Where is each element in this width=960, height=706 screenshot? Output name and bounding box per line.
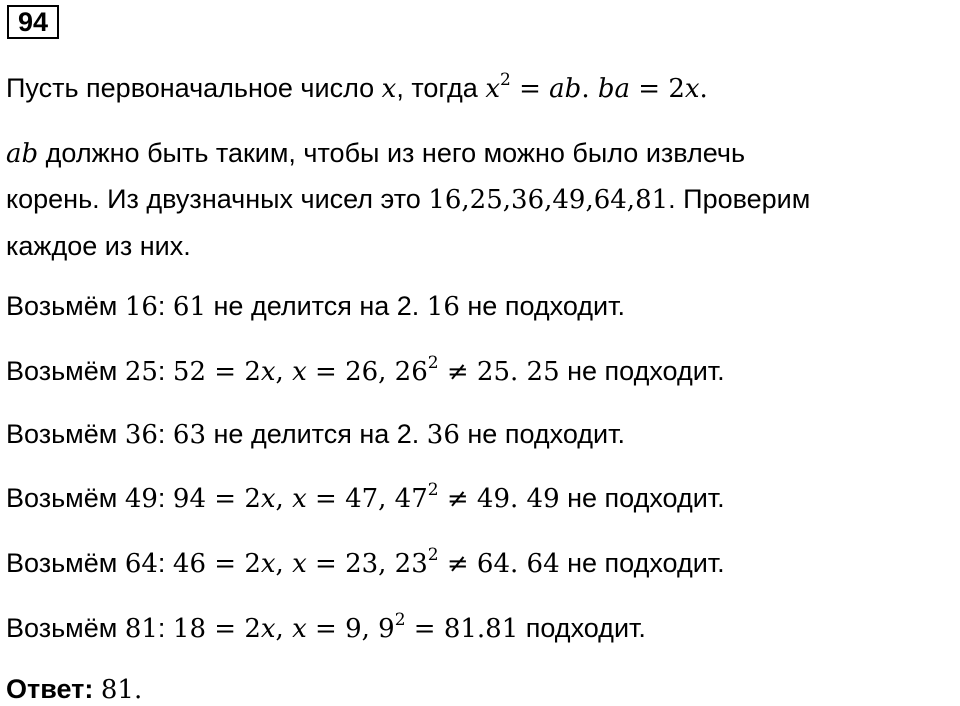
variable-x: x bbox=[292, 549, 307, 579]
equation-part: 94 = 2 bbox=[172, 484, 261, 514]
text: . Проверим bbox=[668, 184, 811, 214]
text: : bbox=[157, 291, 173, 321]
reasoning-line bbox=[6, 230, 191, 262]
text: корень. Из двузначных чисел это bbox=[6, 184, 429, 214]
text: должно быть таким, чтобы из него можно было извлечь bbox=[38, 138, 746, 168]
number: 36 bbox=[426, 420, 460, 450]
check-line-36 bbox=[6, 418, 625, 451]
text: не делится на 2. bbox=[206, 291, 427, 321]
candidate-numbers: 16,25,36,49,64,81 bbox=[428, 185, 669, 215]
text: : bbox=[157, 419, 173, 449]
check-line-81 bbox=[6, 612, 646, 645]
period: . bbox=[581, 74, 598, 104]
answer-line bbox=[6, 673, 142, 706]
text: Возьмём bbox=[6, 548, 125, 578]
variable-x: x bbox=[381, 74, 397, 104]
answer-label: Ответ: bbox=[6, 674, 94, 704]
variable-x: x bbox=[260, 484, 276, 514]
equation-part: 46 = 2 bbox=[172, 549, 261, 579]
check-line-49 bbox=[6, 482, 725, 515]
equation-part: = 26, 26 bbox=[306, 357, 428, 387]
text: не подходит. bbox=[559, 356, 725, 386]
text: Возьмём bbox=[6, 483, 125, 513]
comma: , bbox=[275, 614, 293, 644]
equation-part: ≠ 25. 25 bbox=[438, 357, 560, 387]
comma: , bbox=[275, 484, 293, 514]
statement-line bbox=[6, 72, 708, 105]
exponent: 2 bbox=[427, 480, 439, 500]
number: 36 bbox=[124, 420, 158, 450]
period: . bbox=[133, 675, 143, 705]
exponent: 2 bbox=[427, 545, 439, 565]
text: : bbox=[157, 483, 173, 513]
number: 64 bbox=[124, 549, 158, 579]
number: 16 bbox=[124, 292, 158, 322]
equation-part: = 9, 9 bbox=[306, 614, 395, 644]
variable-x: x bbox=[260, 357, 276, 387]
text: Возьмём bbox=[6, 613, 125, 643]
variable-x: x bbox=[260, 549, 276, 579]
exponent: 2 bbox=[500, 70, 511, 90]
number: 25 bbox=[124, 357, 158, 387]
text: каждое из них. bbox=[6, 231, 191, 261]
text: : bbox=[157, 613, 173, 643]
text: Возьмём bbox=[6, 419, 125, 449]
number: 81 bbox=[124, 614, 158, 644]
period: . bbox=[699, 74, 708, 104]
variable-x: x bbox=[292, 484, 307, 514]
equation-part: ≠ 64. 64 bbox=[438, 549, 560, 579]
variable-x: x bbox=[260, 614, 276, 644]
text: : bbox=[157, 548, 173, 578]
equation-part: 18 = 2 bbox=[172, 614, 261, 644]
variable-x: x bbox=[292, 614, 307, 644]
exponent: 2 bbox=[394, 610, 406, 630]
text: не подходит. bbox=[559, 548, 725, 578]
variable-ba: ba bbox=[597, 74, 630, 104]
number: 63 bbox=[172, 420, 207, 450]
problem-number-box: 94 bbox=[7, 5, 59, 39]
variable-ab: ab bbox=[549, 74, 582, 104]
equation-part: = 2 bbox=[630, 74, 685, 104]
equation-part: = 23, 23 bbox=[306, 549, 428, 579]
equation-part: = 81.81 bbox=[405, 614, 519, 644]
text: не подходит. bbox=[459, 419, 625, 449]
number: 49 bbox=[124, 484, 158, 514]
text: не делится на 2. bbox=[206, 419, 427, 449]
text: Пусть первоначальное число bbox=[6, 73, 382, 103]
reasoning-line bbox=[6, 137, 745, 170]
check-line-16 bbox=[6, 290, 625, 323]
equation-part: ≠ 49. 49 bbox=[438, 484, 560, 514]
variable-ab: ab bbox=[6, 139, 39, 169]
variable-x: x bbox=[684, 74, 700, 104]
equation-part: = 47, 47 bbox=[306, 484, 428, 514]
text: подходит. bbox=[518, 613, 646, 643]
text: : bbox=[157, 356, 173, 386]
text: не подходит. bbox=[559, 483, 725, 513]
answer-value: 81 bbox=[100, 675, 134, 705]
exponent: 2 bbox=[427, 353, 439, 373]
variable-x: x bbox=[292, 357, 307, 387]
comma: , bbox=[275, 549, 293, 579]
check-line-25 bbox=[6, 355, 725, 388]
text: Возьмём bbox=[6, 356, 125, 386]
number: 16 bbox=[426, 292, 460, 322]
text: не подходит. bbox=[459, 291, 625, 321]
comma: , bbox=[275, 357, 293, 387]
equals: = bbox=[510, 74, 550, 104]
check-line-64 bbox=[6, 547, 725, 580]
text: Возьмём bbox=[6, 291, 125, 321]
variable-x: x bbox=[485, 74, 500, 104]
reasoning-line bbox=[6, 183, 810, 216]
equation-part: 52 = 2 bbox=[172, 357, 261, 387]
number: 61 bbox=[172, 292, 207, 322]
text: , тогда bbox=[396, 73, 486, 103]
